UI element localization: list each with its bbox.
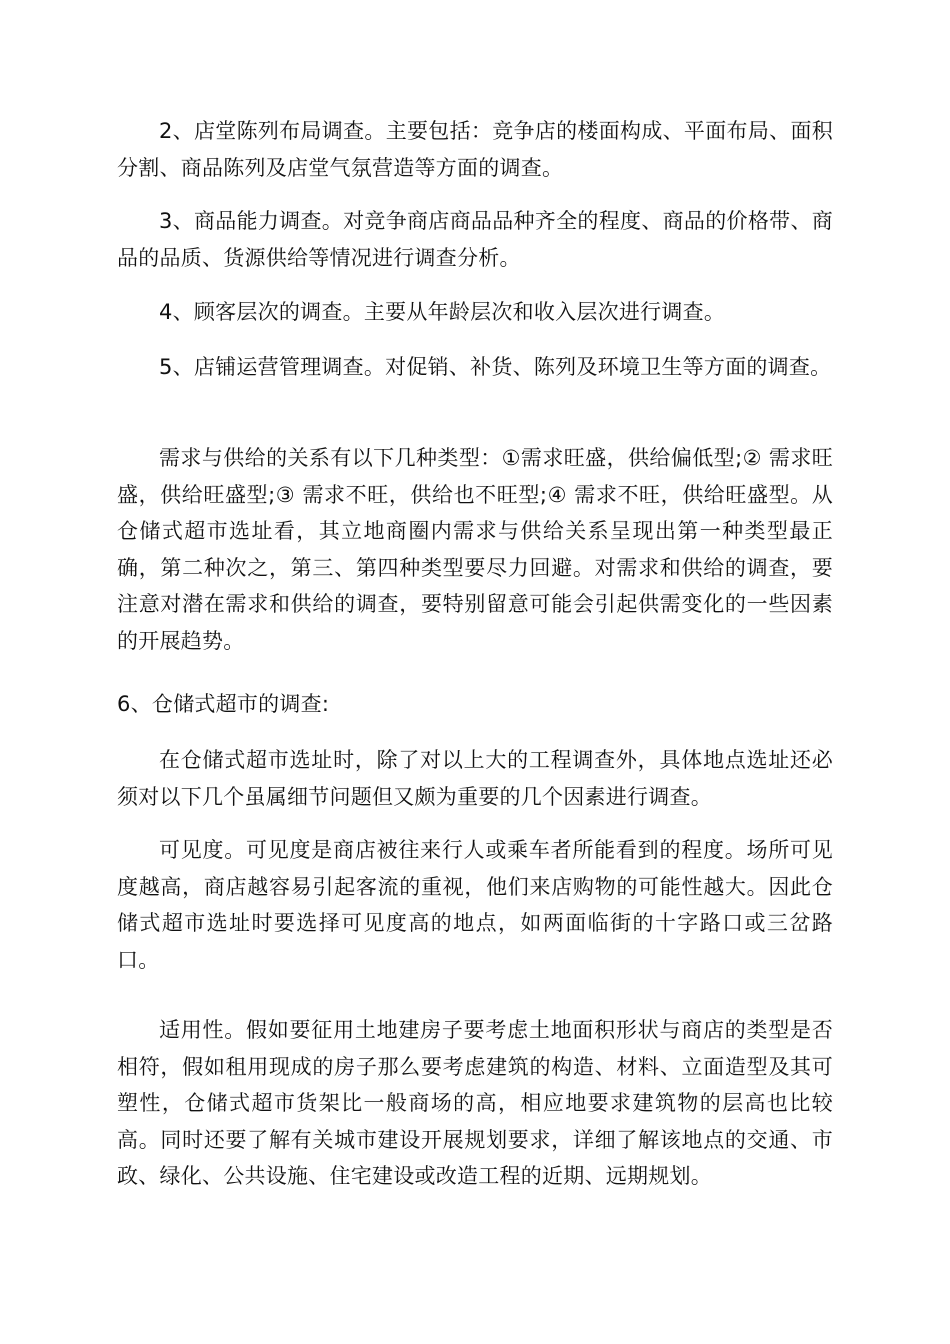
paragraph-store-layout-survey: 2、店堂陈列布局调查。主要包括：竞争店的楼面构成、平面布局、面积分割、商品陈列及店堂气氛营造等方面的调查。 <box>117 119 833 180</box>
paragraph-visibility: 可见度。可见度是商店被往来行人或乘车者所能看到的程度。场所可见度越高，商店越容易引起客流的重视，他们来店购物的可能性越大。因此仓储式超市选址时要选择可见度高的地点，如两面临街的十字路口或三岔路口。 <box>117 838 833 972</box>
paragraph-suitability: 适用性。假如要征用土地建房子要考虑土地面积形状与商店的类型是否相符，假如租用现成的房子那么要考虑建筑的构造、材料、立面造型及其可塑性，仓储式超市货架比一般商场的高，相应地要求建筑物的层高也比较高。同时还要了解有关城市建设开展规划要求，详细了解该地点的交通、市政、绿化、公共设施、住宅建设或改造工程的近期、远期规划。 <box>117 1018 833 1188</box>
section-heading-warehouse-survey: 6、仓储式超市的调查: <box>117 692 330 716</box>
paragraph-store-operation-survey: 5、店铺运营管理调查。对促销、补货、陈列及环境卫生等方面的调查。 <box>159 355 832 379</box>
paragraph-supply-demand-types: 需求与供给的关系有以下几种类型：①需求旺盛，供给偏低型;② 需求旺盛，供给旺盛型;③ 需求不旺，供给也不旺型;④ 需求不旺，供给旺盛型。从仓储式超市选址看，其立地商圈内需求与供给关系呈现出第一种类型最正确，第二种次之，第三、第四种类型要尽力回避。对需求和供给的调查，要注意对潜在需求和供给的调查，要特别留意可能会引起供需变化的一些因素的开展趋势。 <box>117 446 833 653</box>
paragraph-site-selection-details: 在仓储式超市选址时，除了对以上大的工程调查外，具体地点选址还必须对以下几个虽属细节问题但又颇为重要的几个因素进行调查。 <box>117 748 833 809</box>
paragraph-merchandise-capacity-survey: 3、商品能力调查。对竞争商店商品品种齐全的程度、商品的价格带、商品的品质、货源供给等情况进行调查分析。 <box>117 209 833 270</box>
paragraph-customer-level-survey: 4、顾客层次的调查。主要从年龄层次和收入层次进行调查。 <box>159 300 726 324</box>
